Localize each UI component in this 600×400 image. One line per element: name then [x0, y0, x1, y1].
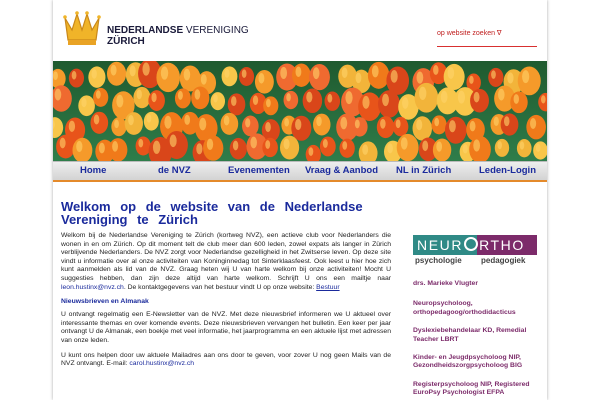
tulip-highlight	[473, 139, 480, 151]
tulip-banner-image	[53, 61, 547, 161]
logo-sub-left: psychologie	[415, 256, 462, 265]
tulip-shape	[377, 116, 395, 138]
tulip-highlight	[401, 137, 408, 149]
tulip-shape	[378, 90, 400, 117]
tulip-highlight	[69, 121, 75, 132]
tulip-shape	[239, 67, 254, 86]
nav-item-evenementen[interactable]: Evenementen	[228, 165, 290, 176]
sidebar-ad[interactable]	[413, 235, 543, 398]
credential-1: Neuropsycholoog, orthopedagoog/orthodidacticus	[413, 300, 516, 316]
tulip-highlight	[422, 140, 428, 151]
tulip-highlight	[507, 72, 513, 83]
tulip-highlight	[199, 118, 206, 131]
tulip-highlight	[356, 73, 362, 84]
tulip-shape	[397, 134, 419, 161]
tulip-shape	[165, 131, 187, 159]
tulip-highlight	[387, 143, 393, 153]
tulip-shape	[501, 113, 519, 135]
site-search-link[interactable]: op website zoeken ∇	[437, 30, 502, 37]
tulip-shape	[313, 114, 330, 136]
tulip-shape	[136, 136, 151, 155]
tulip-highlight	[96, 90, 101, 99]
tulip-highlight	[196, 143, 202, 154]
main-navigation	[53, 161, 547, 181]
tulip-shape	[495, 139, 509, 157]
tulip-highlight	[497, 141, 502, 149]
intro-text-2: . De kontaktgegevens van het bestuur vindt U op onze website:	[123, 283, 315, 291]
logo-sub-right: pedagogiek	[481, 256, 526, 265]
nav-item-nl-in-zurich[interactable]: NL in Zürich	[396, 165, 452, 176]
help-paragraph	[61, 352, 391, 369]
tulip-shape	[470, 89, 489, 113]
tulip-shape	[175, 88, 191, 108]
nav-item-de-nvz[interactable]: de NVZ	[158, 165, 191, 176]
tulip-highlight	[498, 89, 505, 101]
logo-subtitle	[413, 256, 543, 266]
tulip-shape	[133, 87, 150, 108]
tulip-highlight	[470, 121, 476, 131]
tulip-highlight	[213, 94, 218, 102]
tulip-shape	[518, 67, 541, 96]
tulip-shape	[339, 139, 354, 158]
tulip-highlight	[280, 67, 287, 79]
tulip-highlight	[313, 67, 320, 79]
tulip-highlight	[265, 140, 270, 149]
tulip-highlight	[81, 98, 86, 107]
tulip-highlight	[195, 89, 201, 99]
tulip-highlight	[469, 76, 474, 84]
main-content	[61, 200, 391, 369]
tulip-shape	[156, 63, 180, 92]
tulip-highlight	[382, 94, 389, 106]
tulip-shape	[56, 135, 75, 159]
tulip-highlight	[72, 71, 77, 80]
page-title: Welkom op de website van de Nederlandse Vereniging te Zürich	[61, 199, 363, 227]
tulip-highlight	[342, 68, 348, 78]
tulip-shape	[352, 117, 368, 137]
search-underline	[437, 46, 537, 47]
tulip-highlight	[147, 114, 152, 122]
tulip-highlight	[474, 92, 480, 103]
tulip-highlight	[170, 134, 177, 147]
tulip-highlight	[242, 69, 247, 78]
tulip-highlight	[245, 118, 250, 127]
tulip-highlight	[327, 94, 332, 103]
tulip-highlight	[416, 119, 422, 130]
tulip-shape	[222, 66, 238, 86]
tulip-shape	[148, 90, 165, 111]
tulip-highlight	[233, 141, 238, 151]
tulip-highlight	[434, 118, 439, 127]
tulip-highlight	[253, 95, 258, 105]
tulip-highlight	[296, 66, 302, 77]
tulip-shape	[78, 95, 95, 116]
tulip-shape	[517, 139, 532, 157]
tulip-highlight	[130, 65, 136, 76]
tulip-highlight	[396, 119, 401, 128]
tulip-shape	[445, 117, 467, 144]
tulip-highlight	[449, 120, 456, 132]
tulip-highlight	[541, 95, 546, 103]
tulip-shape	[90, 112, 108, 134]
tulip-shape	[358, 92, 381, 121]
tulip-shape	[221, 113, 239, 135]
tulip-highlight	[380, 119, 386, 129]
tulip-highlight	[116, 95, 123, 108]
tulip-shape	[203, 135, 223, 160]
tulip-shape	[309, 64, 330, 90]
tulip-shape	[111, 117, 126, 136]
tulip-highlight	[153, 141, 160, 154]
tulip-highlight	[164, 116, 171, 129]
logo-word-left: NEUR	[417, 237, 464, 253]
tulip-highlight	[355, 120, 360, 129]
tulip-highlight	[340, 117, 347, 129]
tulip-shape	[262, 138, 278, 157]
logo-text	[107, 25, 267, 47]
tulip-shape	[393, 117, 409, 136]
tulip-highlight	[494, 117, 499, 126]
tulip-highlight	[266, 99, 271, 108]
help-email-link[interactable]: carol.hustinx@nvz.ch	[129, 360, 195, 368]
practitioner-name: drs. Marieke Vlugter	[413, 280, 478, 287]
tulip-highlight	[184, 69, 191, 81]
tulip-highlight	[265, 122, 271, 132]
tulip-highlight	[306, 92, 312, 103]
tulip-highlight	[111, 65, 117, 76]
tulip-highlight	[514, 94, 519, 104]
logo-o-icon	[464, 237, 478, 251]
tulip-shape	[211, 92, 225, 110]
tulip-shape	[413, 116, 432, 140]
tulip-highlight	[441, 91, 448, 103]
tulip-highlight	[94, 114, 100, 124]
tulip-highlight	[92, 69, 97, 79]
newsletter-paragraph: U ontvangt regelmatig een E-Newsletter van de NVZ. Met deze nieuwsbrief informeren we U aktueel over interessante themas en over komende events. Deze nieuwsbrieven vervangen het bulletin. Een keer per jaar ontvangt U de Almanak, een boekje met veel informatie, het jaarprogramma en een aktuele lijst met adressen van onze leden.	[61, 311, 391, 344]
tulip-highlight	[225, 69, 230, 78]
newsletter-heading: Nieuwsbrieven en Almanak	[61, 298, 149, 306]
tulip-shape	[191, 86, 209, 109]
tulip-highlight	[138, 139, 143, 148]
tulip-shape	[488, 68, 503, 87]
tulip-highlight	[112, 141, 118, 152]
nav-item-home[interactable]: Home	[80, 165, 107, 176]
tulip-shape	[325, 91, 341, 110]
tulip-shape	[368, 62, 390, 89]
tulip-highlight	[114, 120, 119, 129]
tulip-shape	[292, 64, 311, 87]
tulip-shape	[93, 88, 108, 107]
logo-wordmark	[417, 237, 525, 253]
tulip-shape	[303, 89, 323, 113]
tulip-highlight	[530, 118, 536, 129]
tulip-highlight	[491, 70, 496, 79]
tulip-shape	[230, 138, 247, 160]
intro-text: Welkom bij de Nederlandse Vereniging te Zürich (kortweg NVZ), een actieve club voor Nederlanders die wonen in en om Zürich. Op dit moment telt de club meer dan 600 leden, zowel expats als langer in Zürich verblijvende Nederlanders. De NVZ zorgt voor Nederlandse gezelligheid in het Zwitserse leven. Op deze site vindt u informatie over al onze activiteiten van Koninginnedag tot Sinterklaasfeest. Ook leest u hier hoe zich kunt aanmelden als lid van de NVZ. Graag heten wij U van harte welkom bij onze activiteiten! Mocht U suggesties hebben, dan zijn deze altijd van harte welkom. Schrijft U ons een mailtje naar	[61, 232, 391, 282]
nav-item-vraag-aanbod[interactable]: Vraag & Aanbod	[305, 165, 379, 176]
tulip-highlight	[309, 147, 314, 156]
logo-word-right: RTHO	[479, 237, 525, 253]
bestuur-link[interactable]: Bestuur	[316, 283, 340, 291]
tulip-highlight	[224, 115, 230, 125]
tulip-highlight	[284, 118, 289, 127]
tulip-shape	[431, 115, 446, 134]
intro-paragraph	[61, 232, 391, 292]
intro-email-link[interactable]: leon.hustinx@nvz.ch	[61, 283, 124, 291]
tulip-highlight	[448, 67, 455, 79]
tulip-highlight	[99, 143, 105, 154]
tulip-shape	[444, 64, 465, 90]
tulip-highlight	[417, 71, 424, 83]
credential-4: Registerpsycholoog NIP, Registered EuroPsy Psychologist EFPA	[413, 380, 530, 397]
tulip-shape	[263, 96, 278, 115]
tulip-shape	[125, 112, 143, 135]
tulip-highlight	[323, 139, 328, 148]
tulip-shape	[320, 137, 336, 157]
tulip-highlight	[76, 141, 82, 152]
tulip-highlight	[231, 96, 237, 106]
tulip-highlight	[463, 144, 468, 153]
tulip-highlight	[128, 115, 134, 125]
credential-3: Kinder- en Jeugdpsycholoog NIP, Gezondheidszorgpsycholoog BIG	[413, 354, 523, 370]
tulip-highlight	[201, 74, 207, 85]
logo-rest-word: VERENIGING	[185, 25, 249, 36]
tulip-highlight	[161, 66, 168, 79]
tulip-highlight	[250, 137, 257, 149]
tulip-shape	[433, 138, 451, 161]
logo-city: ZÜRICH	[107, 36, 145, 47]
crown-logo-icon	[63, 10, 101, 46]
tulip-highlight	[207, 139, 213, 150]
tulip-highlight	[536, 144, 541, 152]
tulip-highlight	[504, 116, 510, 126]
tulip-shape	[144, 112, 159, 131]
tulip-highlight	[522, 70, 529, 83]
tulip-highlight	[60, 138, 66, 149]
tulip-highlight	[342, 141, 347, 150]
neuroortho-logo	[413, 235, 537, 255]
tulip-highlight	[520, 141, 525, 149]
tulip-highlight	[142, 63, 149, 76]
tulip-highlight	[137, 90, 142, 100]
tulip-highlight	[286, 93, 291, 101]
tulip-shape	[88, 66, 105, 87]
tulip-highlight	[372, 65, 379, 77]
tulip-shape	[109, 138, 128, 161]
tulip-highlight	[184, 115, 190, 125]
tulip-highlight	[433, 65, 438, 75]
tulip-highlight	[284, 139, 290, 150]
tulip-highlight	[316, 116, 321, 126]
tulip-highlight	[362, 144, 368, 155]
help-text: U kunt ons helpen door uw aktuele Mailadres aan ons door te geven, voor zover U nog geen Mails van de NVZ ontvangt. E-mail:	[61, 351, 391, 368]
logo-bold-word: NEDERLANDSE	[107, 25, 184, 36]
credential-2: Dyslexiebehandelaar KD, Remedial Teacher LBRT	[413, 327, 527, 343]
tulip-shape	[242, 116, 259, 137]
tulip-highlight	[55, 89, 62, 101]
tulip-highlight	[53, 71, 58, 80]
tulip-shape	[107, 62, 126, 86]
tulip-shape	[526, 115, 546, 139]
tulip-highlight	[391, 70, 398, 83]
tulip-highlight	[419, 87, 426, 100]
tulip-shape	[291, 116, 311, 141]
tulip-highlight	[151, 93, 156, 102]
tulip-shape	[280, 136, 299, 160]
tulip-shape	[284, 91, 299, 109]
tulip-shape	[510, 91, 527, 113]
page-container	[53, 0, 547, 400]
tulip-highlight	[436, 141, 442, 151]
tulip-highlight	[258, 73, 264, 84]
tulip-highlight	[178, 91, 183, 100]
tulip-highlight	[295, 119, 301, 130]
tulip-highlight	[345, 91, 352, 104]
tulip-highlight	[362, 96, 369, 109]
nav-separator	[53, 180, 547, 182]
tulip-highlight	[402, 97, 408, 109]
tulip-shape	[228, 93, 246, 115]
tulip-shape	[255, 70, 274, 94]
tulip-shape	[415, 83, 439, 113]
nav-item-leden-login[interactable]: Leden-Login	[479, 165, 536, 176]
tulip-highlight	[458, 91, 465, 104]
tulip-shape	[69, 69, 84, 88]
